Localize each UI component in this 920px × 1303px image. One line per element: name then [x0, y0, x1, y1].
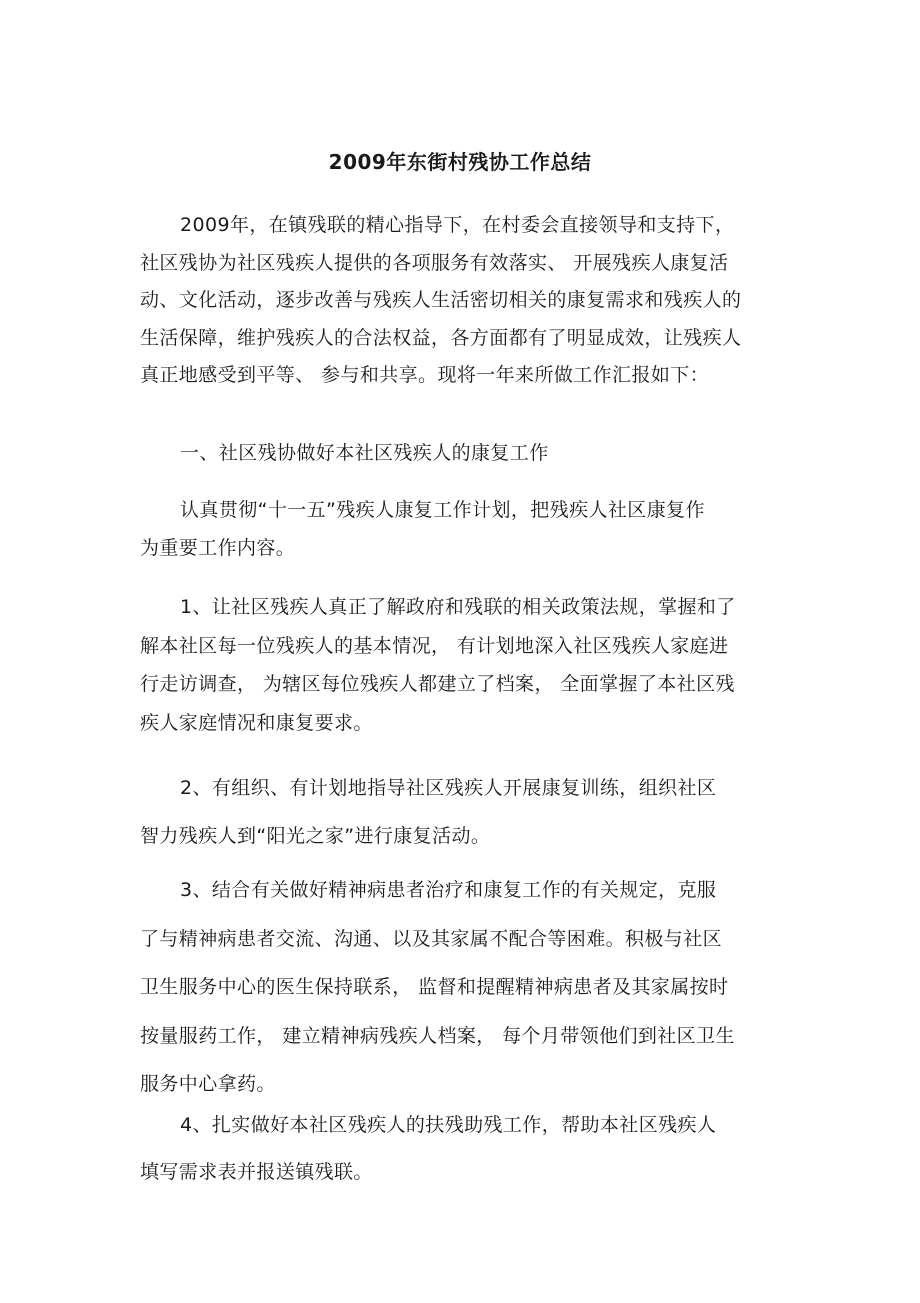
- paragraph-line: 3、结合有关做好精神病患者治疗和康复工作的有关规定，克服: [180, 879, 717, 901]
- paragraph-line: 行走访调查， 为辖区每位残疾人都建立了档案， 全面掌握了本社区残: [140, 673, 735, 695]
- paragraph-line: 解本社区每一位残疾人的基本情况， 有计划地深入社区残疾人家庭进: [140, 634, 729, 657]
- document-title: 2009年东街村残协工作总结: [328, 150, 592, 174]
- item-2-paragraph: [140, 769, 770, 865]
- paragraph-line: 4、扎实做好本社区残疾人的扶残助残工作，帮助本社区残疾人: [180, 1114, 717, 1136]
- paragraph-line: 为重要工作内容。: [140, 537, 296, 559]
- item-3-paragraph: [140, 871, 770, 1114]
- paragraph-line: 疾人家庭情况和康复要求。: [140, 711, 373, 734]
- section-heading: [140, 434, 770, 472]
- paragraph-line: 智力残疾人到“阳光之家”进行康复活动。: [140, 825, 491, 847]
- paragraph-line: 按量服药工作， 建立精神病残疾人档案， 每个月带领他们到社区卫生: [140, 1024, 735, 1047]
- item-1-paragraph: [140, 588, 770, 742]
- paragraph-line: 认真贯彻“十一五”残疾人康复工作计划，把残疾人社区康复作: [180, 499, 705, 521]
- paragraph-line: 卫生服务中心的医生保持联系， 监督和提醒精神病患者及其家属按时: [140, 976, 729, 998]
- paragraph-line: 动、文化活动，逐步改善与残疾人生活密切相关的康复需求和残疾人的: [140, 289, 742, 311]
- paragraph-line: 服务中心拿药。: [140, 1073, 276, 1095]
- paragraph-line: 1、让社区残疾人真正了解政府和残联的相关政策法规，掌握和了: [180, 596, 736, 618]
- paragraph-line: 2009年，在镇残联的精心指导下，在村委会直接领导和支持下，: [180, 214, 735, 236]
- implement-paragraph: [140, 491, 770, 567]
- paragraph-line: 填写需求表并报送镇残联。: [140, 1161, 373, 1183]
- item-4-paragraph: [140, 1106, 770, 1200]
- paragraph-line: 社区残协为社区残疾人提供的各项服务有效落实、 开展残疾人康复活: [140, 251, 729, 274]
- section-heading-text: 一、社区残协做好本社区残疾人的康复工作: [180, 442, 549, 464]
- paragraph-line: 真正地感受到平等、 参与和共享。现将一年来所做工作汇报如下：: [140, 364, 710, 386]
- intro-paragraph: [140, 207, 770, 395]
- paragraph-line: 了与精神病患者交流、沟通、以及其家属不配合等困难。积极与社区: [140, 927, 723, 950]
- paragraph-line: 2、有组织、有计划地指导社区残疾人开展康复训练，组织社区: [180, 777, 717, 799]
- paragraph-line: 生活保障，维护残疾人的合法权益，各方面都有了明显成效，让残疾人: [140, 326, 742, 349]
